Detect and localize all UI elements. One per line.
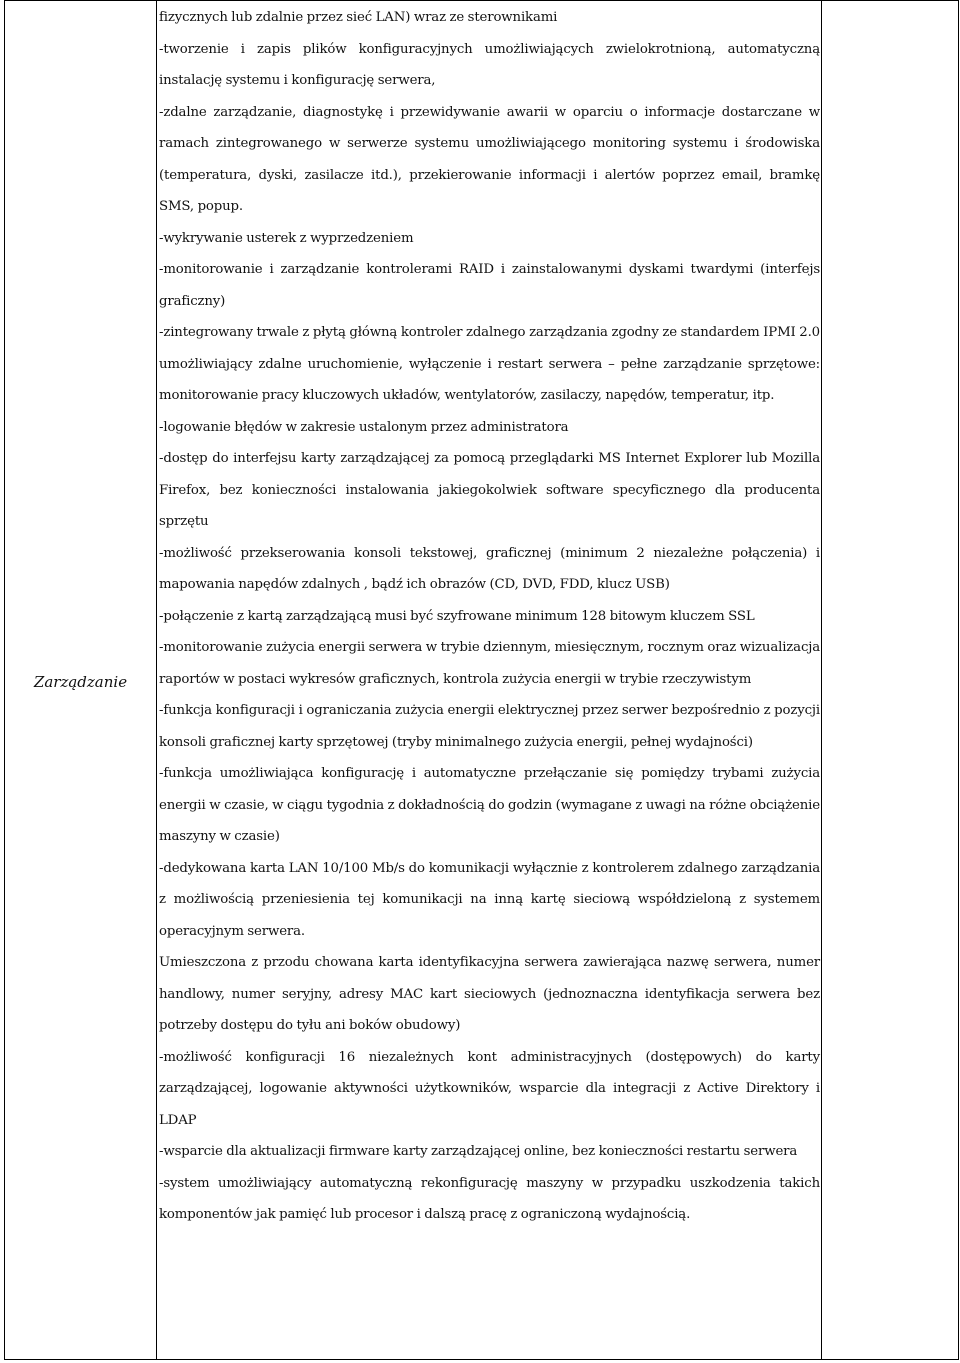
- requirement-item: -monitorowanie i zarządzanie kontrolerami RAID i zainstalowanymi dyskami twardymi (interfejs graficzny): [159, 262, 820, 309]
- requirement-item: -funkcja konfiguracji i ograniczania zużycia energii elektrycznej przez serwer bezpośrednio z pozycji konsoli graficznej karty sprzętowej (tryby minimalnego zużycia energii, pełnej wydajności): [159, 703, 820, 750]
- requirement-item: -dostęp do interfejsu karty zarządzającej za pomocą przeglądarki MS Internet Explorer lub Mozilla Firefox, bez konieczności instalowania jakiegokolwiek software specyficznego dla producenta sprzętu: [159, 451, 820, 529]
- requirement-item: -wykrywanie usterek z wyprzedzeniem: [159, 230, 414, 246]
- requirement-item: -możliwość konfiguracji 16 niezależnych kont administracyjnych (dostępowych) do karty zarządzającej, logowanie aktywności użytkowników, wsparcie dla integracji z Active Direktory i LDAP: [159, 1049, 820, 1128]
- table-row: [5, 1, 959, 1360]
- requirement-item: -możliwość przekserowania konsoli tekstowej, graficznej (minimum 2 niezależne połączenia) i mapowania napędów zdalnych , bądź ich obrazów (CD, DVD, FDD, klucz USB): [159, 545, 820, 592]
- requirement-item: -wsparcie dla aktualizacji firmware karty zarządzającej online, bez konieczności restartu serwera: [159, 1144, 798, 1159]
- requirement-item: -zintegrowany trwale z płytą główną kontroler zdalnego zarządzania zgodny ze standardem IPMI 2.0 umożliwiający zdalne uruchomienie, wyłączenie i restart serwera – pełne zarządzanie sprzętowe: monitorowanie pracy kluczowych układów, wentylatorów, zasilaczy, napędów, temperatur, itp.: [159, 325, 820, 403]
- requirement-item: -system umożliwiający automatyczną rekonfigurację maszyny w przypadku uszkodzenia takich komponentów jak pamięć lub procesor i dalszą pracę z ograniczoną wydajnością.: [159, 1175, 820, 1222]
- spec-table: [4, 0, 959, 1360]
- requirement-item: -tworzenie i zapis plików konfiguracyjnych umożliwiających zwielokrotnioną, automatyczną instalację systemu i konfigurację serwera,: [159, 41, 820, 88]
- empty-value-cell: [822, 1, 959, 1360]
- requirement-item: Umieszczona z przodu chowana karta identyfikacyjna serwera zawierająca nazwę serwera, numer handlowy, numer seryjny, adresy MAC kart sieciowych (jednoznaczna identyfikacja serwera bez potrzeby dostępu do tyłu ani boków obudowy): [159, 955, 820, 1033]
- requirement-item: -monitorowanie zużycia energii serwera w trybie dziennym, miesięcznym, rocznym oraz wizualizacja raportów w postaci wykresów graficznych, kontrola zużycia energii w trybie rzeczywistym: [159, 640, 820, 687]
- requirements-list: [157, 1, 821, 1231]
- requirement-item: -funkcja umożliwiająca konfigurację i automatyczne przełączanie się pomiędzy trybami zużycia energii w czasie, w ciągu tygodnia z dokładnością do godzin (wymagane z uwagi na różne obciążenie maszyny w czasie): [159, 766, 820, 844]
- requirement-item: -dedykowana karta LAN 10/100 Mb/s do komunikacji wyłącznie z kontrolerem zdalnego zarządzania z możliwością przeniesienia tej komunikacji na inną kartę sieciową współdzieloną z systemem operacyjnym serwera.: [159, 860, 820, 939]
- requirement-item: fizycznych lub zdalnie przez sieć LAN) wraz ze sterownikami: [159, 10, 558, 25]
- requirement-item: -zdalne zarządzanie, diagnostykę i przewidywanie awarii w oparciu o informacje dostarczane w ramach zintegrowanego w serwerze systemu umożliwiającego monitoring systemu i środowiska (temperatura, dyski, zasilacze itd.), przekierowanie informacji i alertów poprzez email, bramkę SMS, popup.: [159, 104, 820, 214]
- section-label-cell: [5, 1, 157, 1360]
- requirement-item: -połączenie z kartą zarządzającą musi być szyfrowane minimum 128 bitowym kluczem SSL: [159, 608, 755, 624]
- requirement-item: -logowanie błędów w zakresie ustalonym przez administratora: [159, 419, 569, 435]
- requirements-cell: [157, 1, 822, 1360]
- section-label: Zarządzanie: [33, 672, 128, 691]
